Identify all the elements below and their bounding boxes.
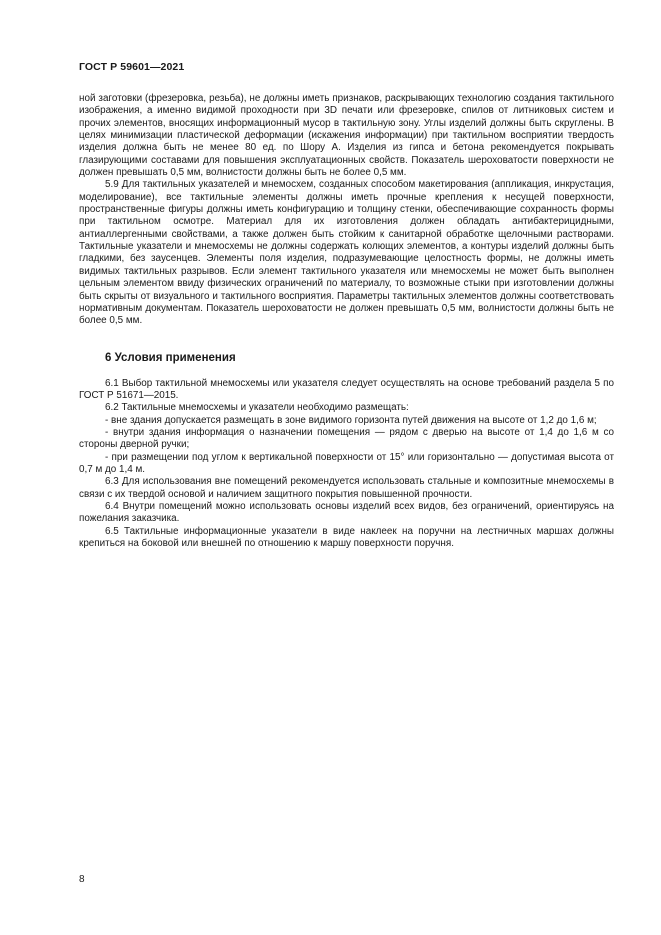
page-number: 8: [79, 874, 85, 885]
paragraph-5-9: 5.9 Для тактильных указателей и мнемосхем, созданных способом макетирования (аппликация, инкрустация, моделирование), все тактильные элементы должны иметь прочные крепления к несущей поверхности, пространственные фигуры должны иметь конфигурацию и толщину стенки, обеспечивающие сохранность формы при тактильном осмотре. Материал для их изготовления должен обладать антибактерицидными, антиаллергенными свойствами, а также должен быть стойким к санитарной обработке щелочными растворами. Тактильные указатели и мнемосхемы не должны содержать колющих элементов, а контуры изделий должны быть гладкими, без заусенцев. Элементы поля изделия, подразумевающие целостность формы, не должны иметь видимых тактильных разрывов. Если элемент тактильного указателя или мнемосхемы не может быть выполнен цельным элементом ввиду физических ограничений по материалу, то возможные стыки при изготовлении должны быть скрыты от визуального и тактильного восприятия. Параметры тактильных элементов должны соответствовать нормативным документам. Показатель шероховатости не должен превышать 0,5 мм, волнистости должны быть не более 0,5 мм.: [79, 179, 614, 327]
list-item-inside-building: - внутри здания информация о назначении помещения — рядом с дверью на высоте от 1,4 до 1,6 м со стороны дверной ручки;: [79, 426, 614, 451]
list-item-outside-building: - вне здания допускается размещать в зоне видимого горизонта путей движения на высоте от 1,2 до 1,6 м;: [105, 414, 597, 426]
paragraph-6-5: 6.5 Тактильные информационные указатели в виде наклеек на поручни на лестничных маршах должны крепиться на боковой или внешней по отношению к маршу поверхности поручня.: [79, 525, 614, 549]
paragraph-6-2: 6.2 Тактильные мнемосхемы и указатели необходимо размещать:: [105, 402, 409, 414]
list-item-angled-placement: - при размещении под углом к вертикальной поверхности от 15° или горизонтально — допустимая высота от 0,7 м до 1,4 м.: [79, 451, 614, 475]
paragraph-continuation: ной заготовки (фрезеровка, резьба), не должны иметь признаков, раскрывающих технологию создания тактильного изображения, а именно видимой проходности при 3D печати или фрезеровке, спилов от литниковых систем и прочих элементов, вносящих информационный мусор в тактильную зону. Углы изделий должны быть скруглены. В целях минимизации пластической деформации (искажения информации) при тактильном восприятии твердость изделия должна быть не менее 80 ед. по Шору А. Изделия из гипса и бетона рекомендуется покрывать глазирующими составами для повышения эксплуатационных свойств. Показатель шероховатости поверхности не должен превышать 0,5 мм, волнистости должны быть не более 0,5 мм.: [79, 93, 614, 179]
paragraph-6-4: 6.4 Внутри помещений можно использовать основы изделий всех видов, без ограничений, ориентируясь на пожелания заказчика.: [79, 500, 614, 525]
paragraph-6-1: 6.1 Выбор тактильной мнемосхемы или указателя следует осуществлять на основе требований раздела 5 по ГОСТ Р 51671—2015.: [79, 377, 614, 401]
document-header-code: ГОСТ Р 59601—2021: [79, 61, 185, 73]
paragraph-6-3: 6.3 Для использования вне помещений рекомендуется использовать стальные и композитные мнемосхемы в связи с их твердой основой и наличием защитного покрытия повышенной прочности.: [79, 476, 614, 500]
document-body: [79, 93, 614, 550]
section-6-title: 6 Условия применения: [105, 351, 236, 364]
